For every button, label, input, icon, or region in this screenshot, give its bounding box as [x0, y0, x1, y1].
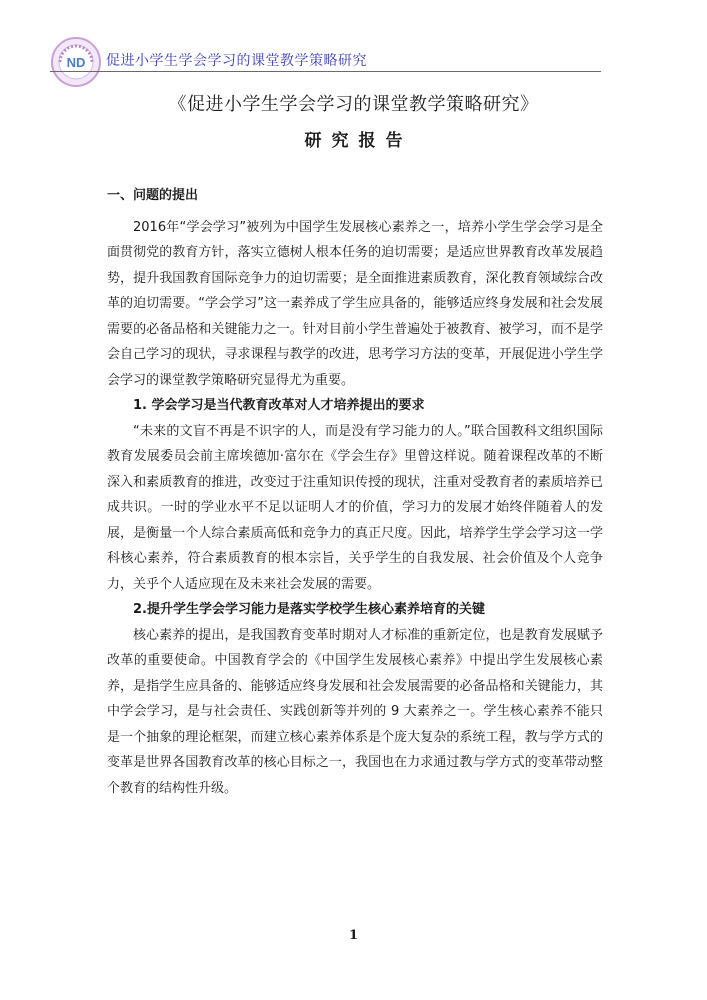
subsection-heading-2: 2.提升学生学会学习能力是落实学校学生核心素养培育的关键: [133, 602, 485, 617]
document-body: [107, 183, 603, 801]
page-header: [50, 34, 601, 74]
document-title: 《促进小学生学会学习的课堂教学策略研究》: [168, 94, 539, 115]
page-number: 1: [348, 928, 359, 943]
header-divider: [50, 71, 601, 72]
logo-initials: ND: [66, 55, 86, 70]
document-subtitle: 研究报告: [304, 131, 413, 151]
subsection-paragraph-1: “未来的文盲不再是不识字的人，而是没有学习能力的人。”联合国教科文组织国际教育发展委员会前主席埃德加·富尔在《学会生存》里曾这样说。随着课程改革的不断深入和素质教育的推进，改变过于注重知识传授的现状，注重对受教育者的素质培养已成共识。一时的学业水平不足以证明人才的价值，学习力的发展才始终伴随着人的发展，是衡量一个人综合素质高低和竞争力的真正尺度。因此，培养学生学会学习这一学科核心素养，符合素质教育的根本宗旨，关乎学生的自我发展、社会价值及个人竞争力，关乎个人适应现在及未来社会发展的需要。: [107, 423, 603, 592]
header-title: 促进小学生学会学习的课堂教学策略研究: [106, 53, 367, 69]
subsection-heading-1: 1. 学会学习是当代教育改革对人才培养提出的要求: [133, 398, 425, 413]
subsection-paragraph-2: 核心素养的提出，是我国教育变革时期对人才标准的重新定位，也是教育发展赋予改革的重要使命。中国教育学会的《中国学生发展核心素养》中提出学生发展核心素养，是指学生应具备的、能够适应终身发展和社会发展需要的必备品格和关键能力，其中学会学习，是与社会责任、实践创新等并列的 9 大素养之一。学生核心素养不能只是一个抽象的理论框架，而建立核心素养体系是个庞大复杂的系统工程，教与学方式的变革是世界各国教育改革的核心目标之一，我国也在力求通过教与学方式的变革带动整个教育的结构性升级。: [107, 627, 603, 796]
section-heading: 一、问题的提出: [107, 188, 199, 203]
school-logo: [50, 36, 102, 88]
section-paragraph: 2016年“学会学习”被列为中国学生发展核心素养之一，培养小学生学会学习是全面贯彻党的教育方针，落实立德树人根本任务的迫切需要；是适应世界教育改革发展趋势，提升我国教育国际竞争力的迫切需要；是全面推进素质教育，深化教育领域综合改革的迫切需要。“学会学习”这一素养成了学生应具备的，能够适应终身发展和社会发展需要的必备品格和关键能力之一。针对目前小学生普遍处于被教育、被学习，而不是学会自己学习的现状，寻求课程与教学的改进，思考学习方法的变革，开展促进小学生学会学习的课堂教学策略研究显得尤为重要。: [107, 219, 603, 388]
